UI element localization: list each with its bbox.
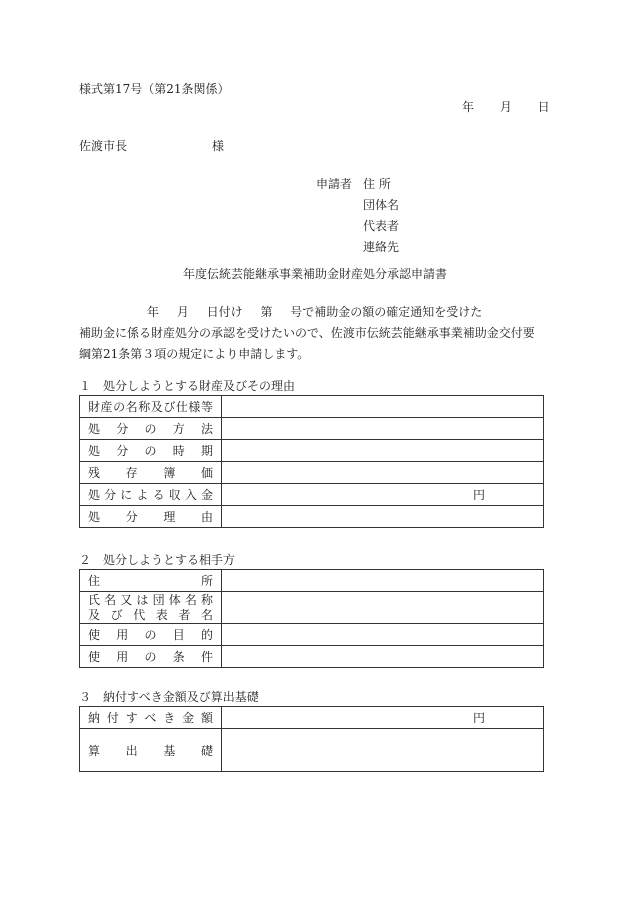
table-row bbox=[80, 592, 544, 624]
addressee: 佐渡市長 bbox=[79, 139, 128, 153]
table-row bbox=[80, 462, 544, 484]
table-row bbox=[80, 729, 544, 772]
row-label: 処分理由 bbox=[80, 506, 222, 528]
paragraph-line-3: 綱第21条第３項の規定により申請します。 bbox=[79, 347, 310, 361]
row-value[interactable] bbox=[222, 570, 544, 592]
applicant-representative-label: 代表者 bbox=[363, 219, 400, 233]
row-value[interactable] bbox=[222, 418, 544, 440]
section2-title: ２ 処分しようとする相手方 bbox=[79, 553, 236, 567]
table-row bbox=[80, 570, 544, 592]
table-row bbox=[80, 707, 544, 729]
section1-table bbox=[79, 395, 544, 528]
row-value[interactable] bbox=[222, 624, 544, 646]
row-value[interactable]: 円 bbox=[222, 484, 544, 506]
row-label: 財産の名称及び仕様等 bbox=[80, 396, 222, 418]
form-number: 様式第17号（第21条関係） bbox=[79, 82, 230, 96]
table-row bbox=[80, 646, 544, 668]
row-value[interactable] bbox=[222, 396, 544, 418]
section1-title: １ 処分しようとする財産及びその理由 bbox=[79, 379, 296, 393]
section3-table bbox=[79, 706, 544, 772]
date-line: 年 月 日 bbox=[462, 100, 550, 114]
row-value[interactable] bbox=[222, 646, 544, 668]
row-label: 処分による収入金 bbox=[80, 484, 222, 506]
row-label: 処分の方法 bbox=[80, 418, 222, 440]
row-label-line-1: 氏名又は団体名称 bbox=[88, 592, 213, 607]
table-row bbox=[80, 506, 544, 528]
table-row bbox=[80, 440, 544, 462]
row-label-line-2: 及び代表者名 bbox=[88, 607, 213, 622]
applicant-group-label: 団体名 bbox=[363, 198, 400, 212]
row-value[interactable] bbox=[222, 506, 544, 528]
row-label: 住所 bbox=[80, 570, 222, 592]
applicant-contact-label: 連絡先 bbox=[363, 240, 400, 254]
row-label bbox=[80, 592, 222, 624]
section2-table bbox=[79, 569, 544, 668]
row-value[interactable] bbox=[222, 440, 544, 462]
row-label: 使用の目的 bbox=[80, 624, 222, 646]
table-row bbox=[80, 418, 544, 440]
applicant-label: 申請者 bbox=[316, 177, 353, 191]
table-row bbox=[80, 624, 544, 646]
row-label: 残存簿価 bbox=[80, 462, 222, 484]
row-value[interactable] bbox=[222, 462, 544, 484]
row-value[interactable] bbox=[222, 729, 544, 772]
row-value[interactable] bbox=[222, 592, 544, 624]
applicant-address-label: 住 所 bbox=[363, 177, 391, 191]
row-value[interactable]: 円 bbox=[222, 707, 544, 729]
honorific: 様 bbox=[212, 139, 225, 153]
row-label: 処分の時期 bbox=[80, 440, 222, 462]
section3-title: ３ 納付すべき金額及び算出基礎 bbox=[79, 690, 259, 704]
paragraph-line-2: 補助金に係る財産処分の承認を受けたいので、佐渡市伝統芸能継承事業補助金交付要 bbox=[79, 326, 535, 340]
table-row bbox=[80, 484, 544, 506]
document-title: 年度伝統芸能継承事業補助金財産処分承認申請書 bbox=[182, 267, 447, 281]
row-label: 使用の条件 bbox=[80, 646, 222, 668]
table-row bbox=[80, 396, 544, 418]
row-label: 算出基礎 bbox=[80, 729, 222, 772]
body-paragraph bbox=[79, 302, 549, 365]
paragraph-line-1: 年 月 日付け 第 号で補助金の額の確定通知を受けた bbox=[147, 305, 483, 319]
row-label: 納付すべき金額 bbox=[80, 707, 222, 729]
